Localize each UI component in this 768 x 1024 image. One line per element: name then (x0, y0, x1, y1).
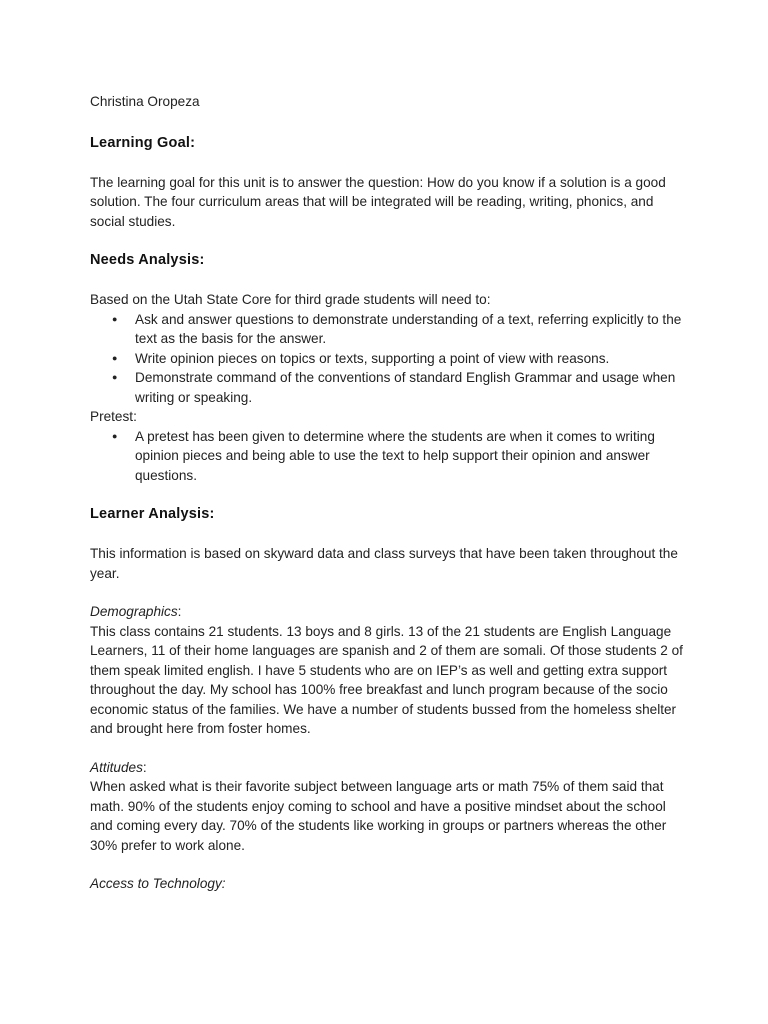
learner-analysis-heading: Learner Analysis: (90, 506, 215, 522)
list-item-text: Demonstrate command of the conventions of standard English Grammar and usage when writing or speaking. (135, 370, 676, 405)
demographics-colon: : (177, 604, 182, 619)
list-item-text: A pretest has been given to determine where the students are when it comes to writing opinion pieces and being able to use the text to help support their opinion and answer questions. (135, 428, 655, 483)
pretest-list (90, 427, 690, 486)
list-item (90, 349, 690, 369)
learner-analysis-intro: This information is based on skyward data and class surveys that have been taken throughout the year. (90, 546, 678, 581)
demographics-label: Demographics (90, 604, 178, 619)
demographics-subheading (90, 602, 690, 622)
list-item (90, 310, 690, 349)
access-technology-subheading: Access to Technology: (90, 876, 226, 891)
attitudes-colon: : (142, 759, 147, 775)
pretest-label: Pretest: (90, 409, 137, 424)
attitudes-text: When asked what is their favorite subject between language arts or math 75% of them said that math. 90% of the students enjoy coming to school and have a positive mindset about the school and coming every day. 70% of the students like working in groups or partners whereas the other 30% prefer to work alone. (90, 779, 667, 853)
bullet-icon: ● (112, 430, 118, 441)
demographics-text: This class contains 21 students. 13 boys and 8 girls. 13 of the 21 students are English Language Learners, 11 of their home languages are spanish and 2 of them are somali. Of those students 2 of them speak limited english. I have 5 students who are on IEP’s as well and getting extra support throughout the day. My school has 100% free breakfast and lunch program because of the socio economic status of the families. We have a number of students bussed from the homeless shelter and brought here from foster homes. (90, 623, 683, 736)
needs-analysis-heading: Needs Analysis: (90, 252, 205, 268)
needs-list (90, 310, 690, 408)
bullet-icon: ● (112, 352, 118, 363)
list-item-text: Write opinion pieces on topics or texts, supporting a point of view with reasons. (135, 350, 610, 366)
bullet-icon: ● (112, 313, 118, 324)
attitudes-label: Attitudes (90, 759, 143, 775)
attitudes-subheading (90, 758, 690, 778)
bullet-icon: ● (112, 372, 118, 382)
learning-goal-text: The learning goal for this unit is to answer the question: How do you know if a solution is a good solution. The four curriculum areas that will be integrated will be reading, writing, phonics, and social studies. (90, 174, 666, 229)
learning-goal-heading: Learning Goal: (90, 134, 196, 151)
needs-analysis-intro: Based on the Utah State Core for third grade students will need to: (90, 292, 491, 307)
author-name: Christina Oropeza (90, 94, 200, 109)
list-item (90, 368, 690, 407)
list-item (90, 427, 690, 486)
document-page (90, 92, 690, 894)
list-item-text: Ask and answer questions to demonstrate understanding of a text, referring explicitly to the text as the basis for the answer. (135, 311, 682, 346)
